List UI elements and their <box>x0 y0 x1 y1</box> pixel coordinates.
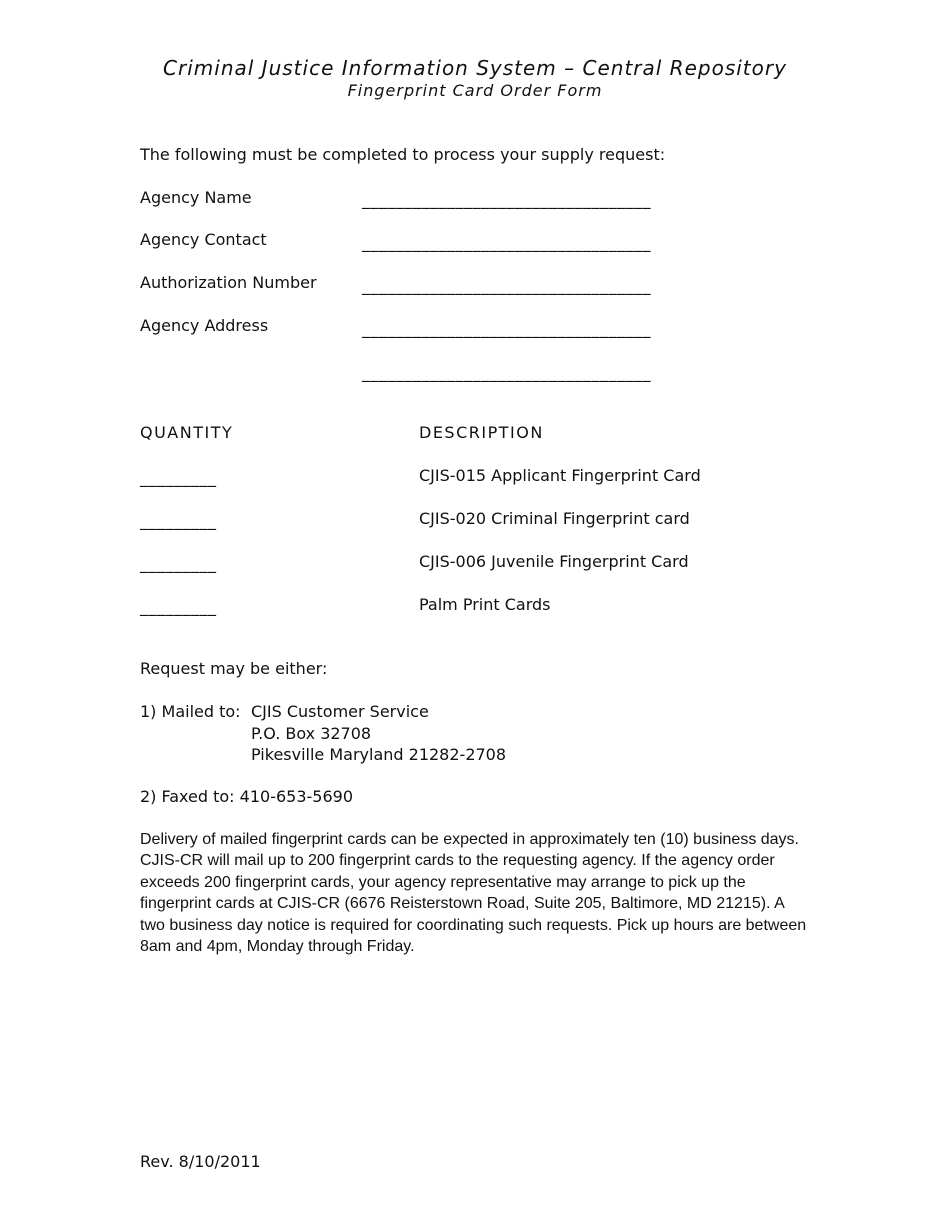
description-juvenile: CJIS-006 Juvenile Fingerprint Card <box>419 552 689 571</box>
address-line: CJIS Customer Service <box>251 702 429 721</box>
mailing-address <box>251 701 506 766</box>
agency-address-field-line-2[interactable]: __________________________________ <box>362 363 651 382</box>
intro-text: The following must be completed to process your supply request: <box>140 145 666 164</box>
revision-date: Rev. 8/10/2011 <box>140 1152 261 1171</box>
address-line: Pikesville Maryland 21282-2708 <box>251 745 507 764</box>
agency-name-field[interactable]: __________________________________ <box>362 190 651 209</box>
agency-contact-label: Agency Contact <box>140 230 267 249</box>
authorization-number-label: Authorization Number <box>140 273 317 292</box>
page-subtitle: Fingerprint Card Order Form <box>347 81 603 100</box>
agency-address-field[interactable]: __________________________________ <box>362 319 651 338</box>
description-criminal: CJIS-020 Criminal Fingerprint card <box>419 509 690 528</box>
quantity-field-criminal[interactable]: _________ <box>140 511 217 530</box>
authorization-number-field[interactable]: __________________________________ <box>362 276 651 295</box>
request-intro: Request may be either: <box>140 659 328 678</box>
agency-contact-field[interactable]: __________________________________ <box>362 233 651 252</box>
quantity-field-juvenile[interactable]: _________ <box>140 554 217 573</box>
agency-name-label: Agency Name <box>140 188 252 207</box>
quantity-field-applicant[interactable]: _________ <box>140 468 217 487</box>
quantity-header: QUANTITY <box>140 423 234 442</box>
description-palm: Palm Print Cards <box>419 595 551 614</box>
faxed-to-text: 2) Faxed to: 410-653-5690 <box>140 787 353 806</box>
description-applicant: CJIS-015 Applicant Fingerprint Card <box>419 466 701 485</box>
address-line: P.O. Box 32708 <box>251 723 372 743</box>
description-header: DESCRIPTION <box>419 423 544 442</box>
quantity-field-palm[interactable]: _________ <box>140 597 217 616</box>
agency-address-label: Agency Address <box>140 316 269 335</box>
page-title: Criminal Justice Information System – Central Repository <box>163 56 787 80</box>
delivery-paragraph: Delivery of mailed fingerprint cards can be expected in approximately ten (10) business days. CJIS-CR will mail up to 200 fingerprint cards to the requesting agency. If the agency order exceeds 200 fingerprint cards, your agency representative may arrange to pick up the fingerprint cards at CJIS-CR (6676 Reisterstown Road, Suite 205, Baltimore, MD 21215). A two business day notice is required for coordinating such requests. Pick up hours are between 8am and 4pm, Monday through Friday. <box>140 831 807 956</box>
mailed-to-label: 1) Mailed to: <box>140 702 241 721</box>
